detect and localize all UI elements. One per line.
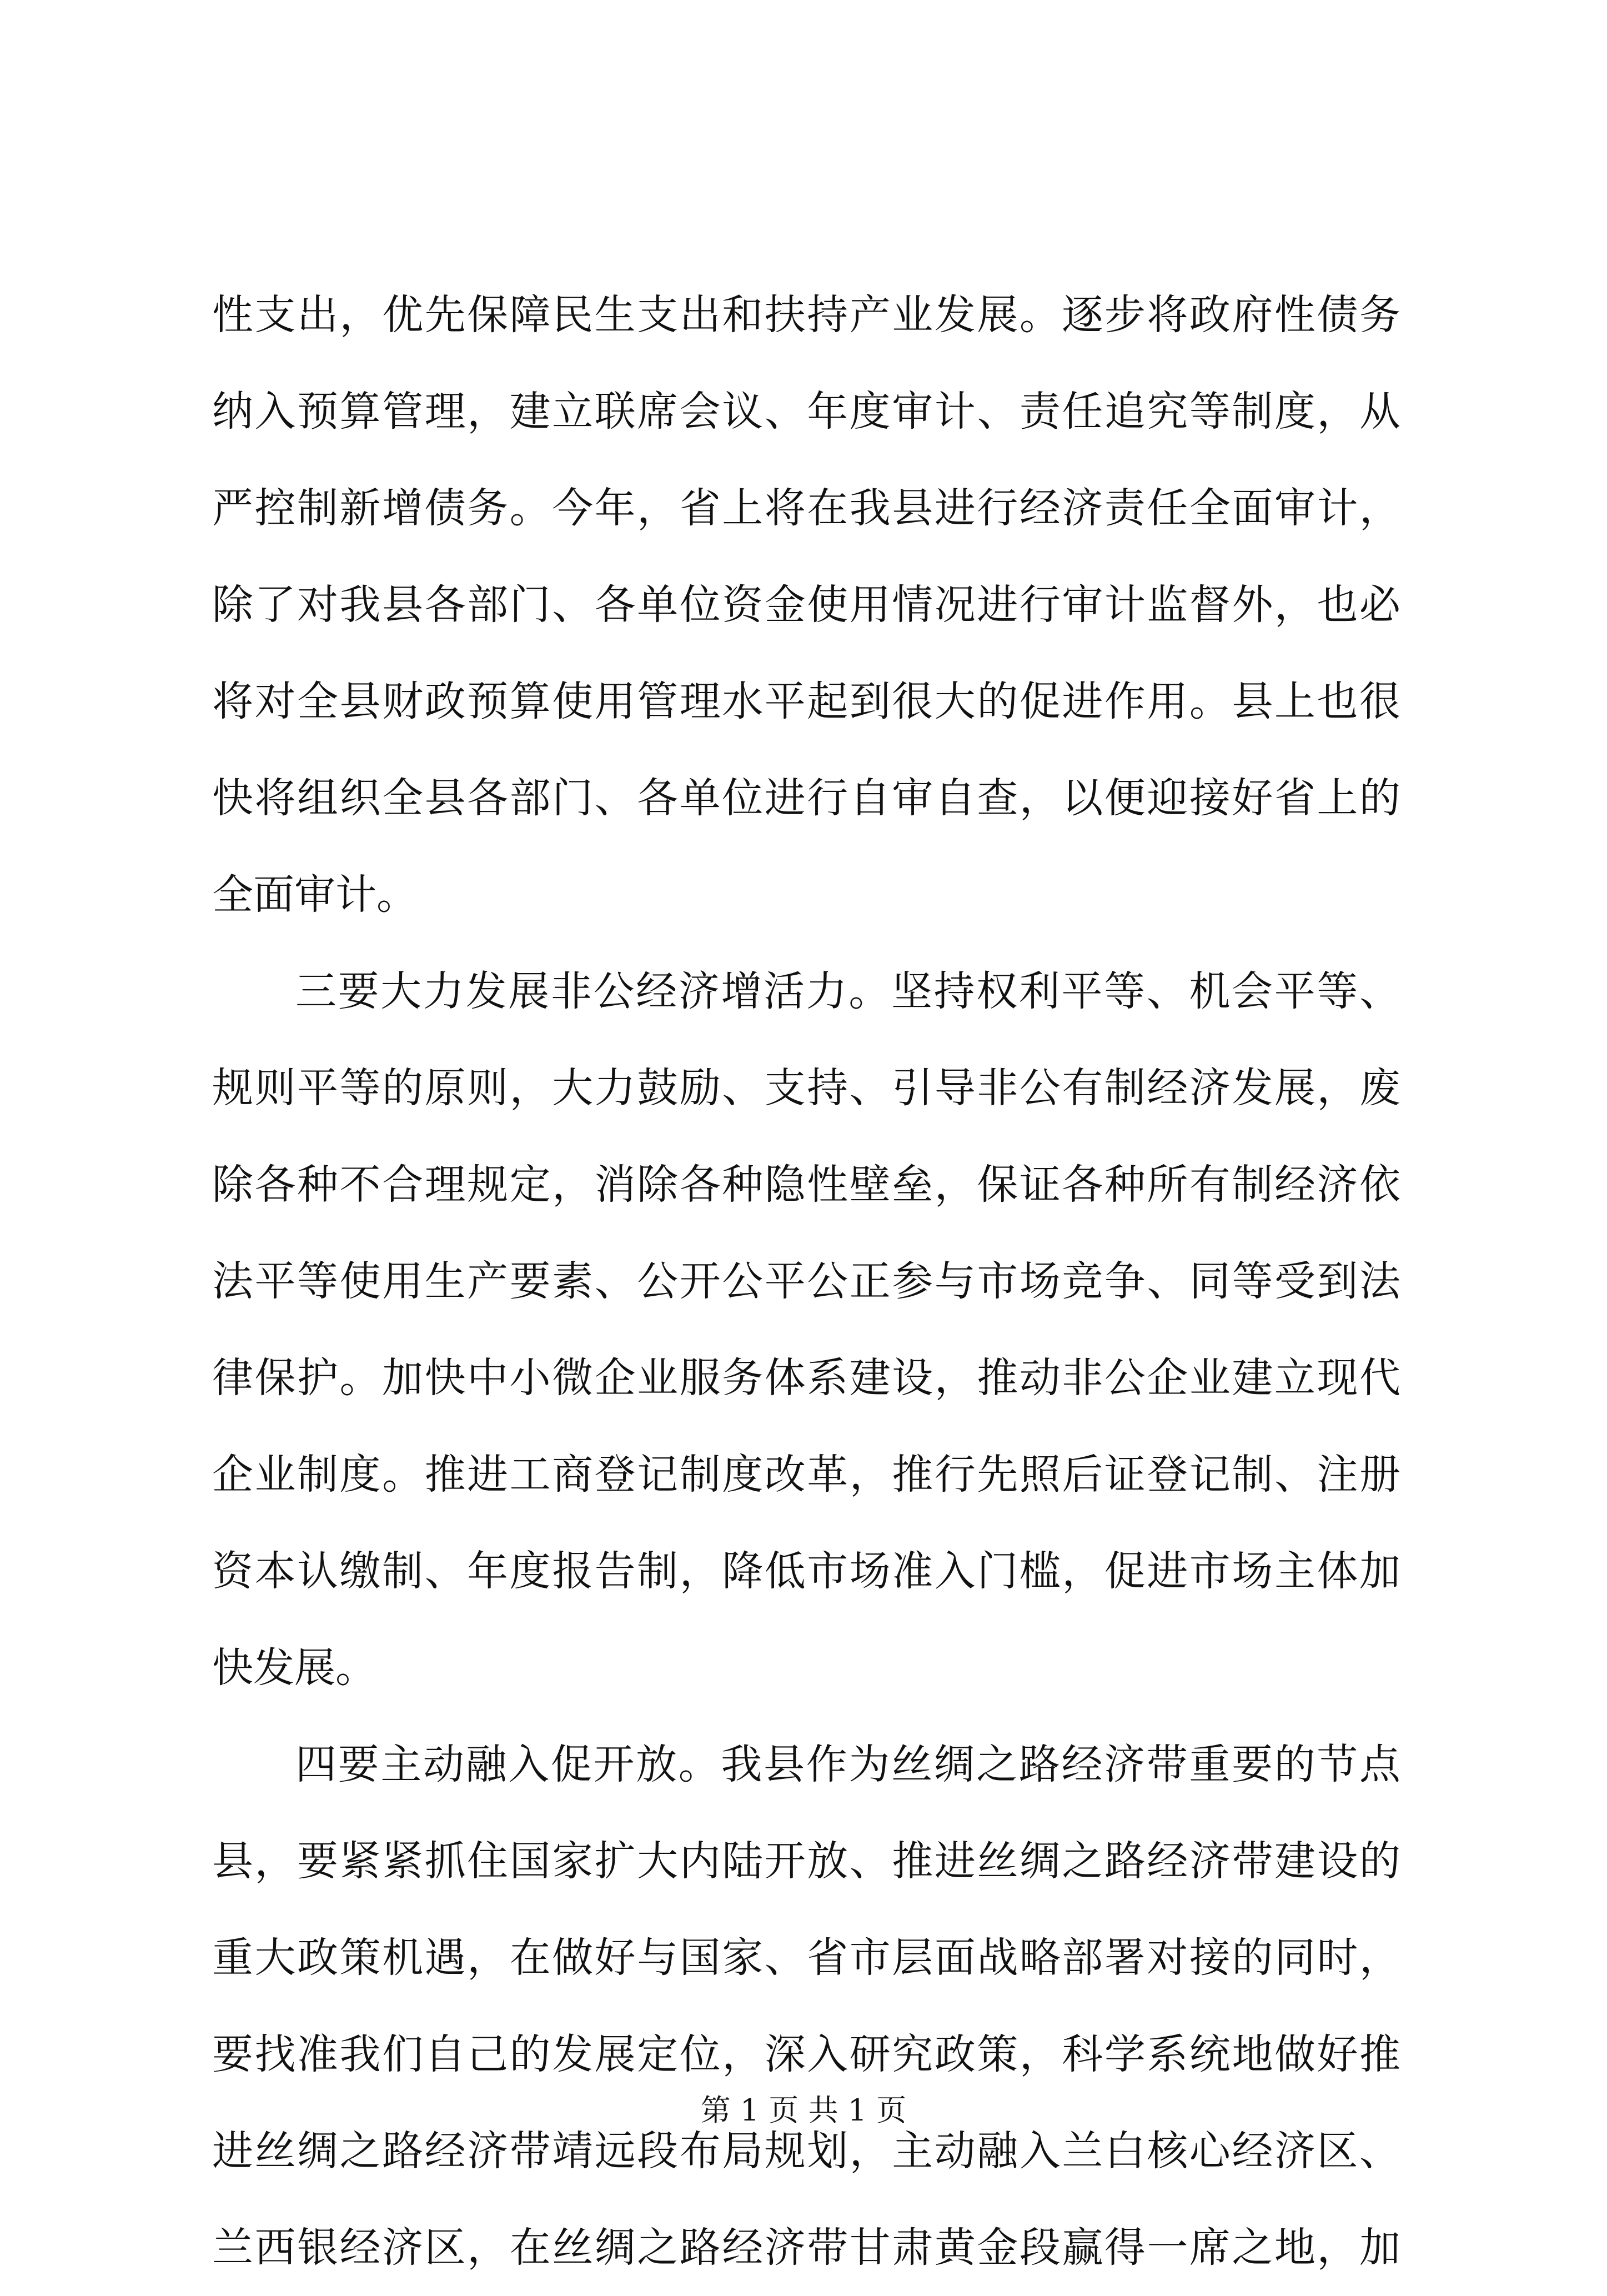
text-line: 除了对我县各部门、各单位资金使用情况进行审计监督外，也必 [212,581,1400,629]
text-line: 纳入预算管理，建立联席会议、年度审计、责任追究等制度，从 [212,388,1400,435]
text-line: 规则平等的原则，大力鼓励、支持、引导非公有制经济发展，废 [212,1064,1400,1112]
text-line: 性支出，优先保障民生支出和扶持产业发展。逐步将政府性债务 [212,291,1400,339]
text-line: 除各种不合理规定，消除各种隐性壁垒，保证各种所有制经济依 [212,1161,1400,1209]
text-line: 全面审计。 [212,871,418,919]
text-line: 企业制度。推进工商登记制度改革，推行先照后证登记制、注册 [212,1451,1400,1498]
text-line: 法平等使用生产要素、公开公平公正参与市场竞争、同等受到法 [212,1257,1400,1305]
page-footer: 第 1 页 共 1 页 [700,2093,907,2128]
text-line: 兰西银经济区，在丝绸之路经济带甘肃黄金段赢得一席之地，加 [212,2224,1400,2272]
text-line: 重大政策机遇，在做好与国家、省市层面战略部署对接的同时， [212,1934,1400,1982]
paragraph-start-line: 三要大力发展非公经济增活力。坚持权利平等、机会平等、 [295,967,1400,1015]
text-line: 快将组织全县各部门、各单位进行自审自查，以便迎接好省上的 [212,774,1400,822]
text-line: 县，要紧紧抓住国家扩大内陆开放、推进丝绸之路经济带建设的 [212,1837,1400,1885]
text-line: 快发展。 [212,1644,376,1692]
text-line: 进丝绸之路经济带靖远段布局规划，主动融入兰白核心经济区、 [212,2127,1400,2175]
text-line: 严控制新增债务。今年，省上将在我县进行经济责任全面审计， [212,484,1400,532]
paragraph-start-line: 四要主动融入促开放。我县作为丝绸之路经济带重要的节点 [295,1741,1400,1788]
text-line: 资本认缴制、年度报告制，降低市场准入门槛，促进市场主体加 [212,1547,1400,1595]
text-line: 将对全县财政预算使用管理水平起到很大的促进作用。县上也很 [212,678,1400,725]
document-body [212,267,1400,2296]
text-line: 要找准我们自己的发展定位，深入研究政策，科学系统地做好推 [212,2031,1400,2078]
text-line: 律保护。加快中小微企业服务体系建设，推动非公企业建立现代 [212,1354,1400,1402]
